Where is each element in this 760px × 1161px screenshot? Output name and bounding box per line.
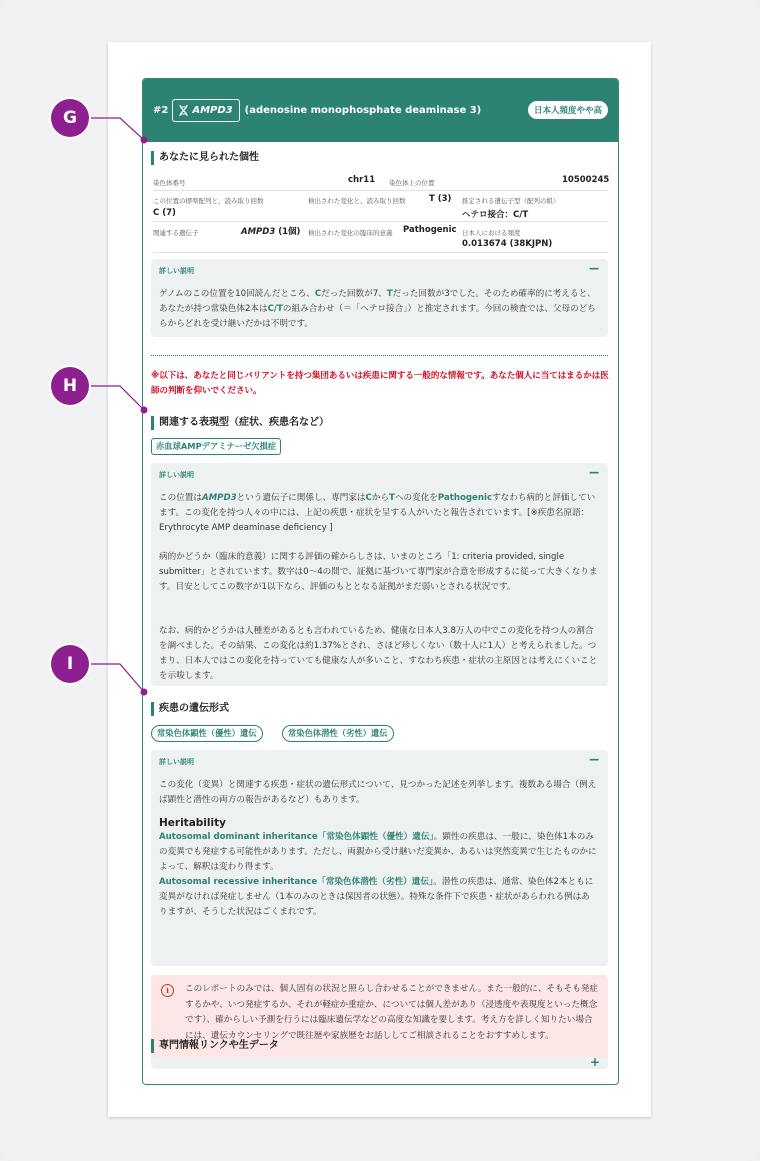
detail-header[interactable]: 詳しい説明 [159,758,194,766]
pos-label: 染色体上の位置 [389,179,435,187]
gene-value-symbol: AMPD3 [241,227,276,237]
recessive-description: 。潜性の疾患は、通常、染色体2本ともに変異がなければ発症しません（1本のみのときは保因者の状態）。特殊な条件下で疾患・症状があらわれる例はありますが、そうした状況はごくまれです。 [159,877,594,917]
inheritance-intro: この変化（変異）と関連する疾患・症状の遺伝形式について、見つかった記述を列挙します。複数ある場合（例えば顕性と潜性の両方の報告があるなど）もあります。 [159,780,597,805]
annotation-marker-h: H [51,367,89,405]
expand-toggle-icon[interactable]: + [589,1055,600,1069]
collapse-toggle-icon[interactable]: − [588,261,600,277]
section-title-links[interactable]: 専門情報リンクや生データ [151,1039,279,1053]
notice-text: このレポートのみでは、個人固有の状況と照らし合わせることができません。また一般的に、そもそも発症するかや、いつ発症するか、それが軽症か重症か、については個人差があり（浸透度や表現度といった概念です）、確からしい予測を行うには臨床遺伝学などの高度な知識を要します。考え方を詳しく知りたい場合には、遺伝カウンセリングで既往歴や家族歴をお話ししてご相談されることをおすすめします。 [185,984,599,1041]
jp-frequency-label: 日本人における頻度 [462,229,521,237]
alt-value: T (3) [429,194,452,204]
disclaimer-warning: ※以下は、あなたと同じバリアントを持つ集団あるいは疾患に関する一般的な情報です。あなた個人に当てはまるかは医師の判断を仰いでください。 [151,371,609,396]
info-icon: i [161,984,174,997]
collapse-toggle-icon[interactable]: − [588,465,600,481]
base-alt: T [389,493,395,503]
geno-label: 推定される遺伝子型（配列の組） [462,197,560,205]
section-title-inheritance: 疾患の遺伝形式 [151,702,229,716]
recessive-label: Autosomal recessive inheritance「常染色体潜性（劣性）遺伝」 [159,877,434,887]
gene-highlight: AMPD3 [201,493,237,503]
detail-text-part: ゲノムのこの位置を10回読んだところ、 [159,289,315,299]
annotation-marker-g: G [51,99,89,137]
chrom-value: chr11 [348,175,376,185]
heritability-heading: Heritability [159,817,226,829]
genotype-highlight: C/T [267,304,283,314]
jp-frequency-value: 0.013674 (38KJPN) [462,239,553,249]
detail-paragraph-3: なお、病的かどうかは人種差があるとも言われているため、健康な日本人3.8万人の中でこの変化を持つ人の割合を調べました。その結果、この変化は約1.37%とされ、さほど珍しくない（数十人に1人）と考えられました。つまり、日本人ではこの変化を持っていても健康な人が多いこと、すなわち疾患・症状の主原因とは考えにくいことを示唆します。 [159,626,598,681]
dominant-description: 。顕性の疾患は、一般に、染色体1本のみの変異でも発症する可能性があります。ただし、両親から受け継いだ変異か、あるいは突然変異で生じたものかによって、解釈は変わり得ます。 [159,832,597,872]
detail-text-part: への変化を [394,493,438,503]
collapse-toggle-icon[interactable]: − [588,752,600,768]
gene-symbol: AMPD3 [192,105,233,116]
detail-text-part: だった回数が3でした。そのため確率的に考えると、あなたが持つ常染色体2本は [159,289,596,314]
dominant-label: Autosomal dominant inheritance「常染色体顕性（優性）遺伝」 [159,832,434,842]
detail-text-part: だった回数が7、 [321,289,387,299]
alt-label: 検出された変化と、読み取り回数 [308,197,406,205]
gene-label: 関連する遺伝子 [153,229,199,237]
frequency-badge: 日本人頻度やや高 [528,101,608,119]
detail-text-part: この位置は [159,493,202,503]
detail-text-part: から [371,493,390,503]
detail-header[interactable]: 詳しい説明 [159,471,194,479]
gene-full-name: (adenosine monophosphate deaminase 3) [244,105,482,116]
base-ref: C [314,289,322,299]
gene-value-count: (1個) [275,227,301,237]
section-title-variant: あなたに見られた個性 [151,151,259,165]
detail-header[interactable]: 詳しい説明 [159,267,194,275]
significance-label: 検出された変化の臨床的意義 [308,229,393,237]
base-alt: T [386,289,393,299]
detail-text-part: という遺伝子に関係し、専門家は [236,493,366,503]
annotation-marker-i: I [51,645,89,683]
detail-text-part: すなわち病的と評価しています。この変化を持つ人々の中には、上記の疾患・症状を呈する人がいたと報告されています。[※疾患名原語： Erythrocyte AMP deaminase deficiency ] [159,493,596,533]
variant-rank: #2 [153,105,169,116]
ref-label: この位置の標準配列と、読み取り回数 [153,197,264,205]
detail-paragraph-2: 病的かどうか（臨床的意義）に関する評価の確からしさは、いまのところ「1: criteria provided, single submitter」とされています。数字は0〜4の間で、証拠に基づいて専門家が合意を形成するに従って大きくなります。目安としてこの数字が1以下なら、評価のもととなる証拠がまだ弱いとされる状況です。 [159,552,598,592]
detail-text-part: の組み合わせ（＝「ヘテロ接合」）と推定されます。今回の検査では、父母のどちらからどれを受け継いだかは不明です。 [159,304,596,329]
inheritance-tag-recessive[interactable]: 常染色体潜性（劣性）遺伝 [282,725,394,742]
phenotype-tag[interactable]: 赤血球AMPデアミナーゼ欠損症 [151,438,281,455]
section-title-phenotype: 関連する表現型（症状、疾患名など） [151,416,329,430]
pathogenic-highlight: Pathogenic [437,493,493,503]
ref-value: C (7) [153,208,176,218]
chrom-label: 染色体番号 [153,179,186,187]
pos-value: 10500245 [562,175,610,185]
base-ref: C [365,493,372,503]
geno-value: ヘテロ接合：C/T [462,210,529,220]
significance-value: Pathogenic [403,225,457,235]
inheritance-tag-dominant[interactable]: 常染色体顕性（優性）遺伝 [151,725,263,742]
